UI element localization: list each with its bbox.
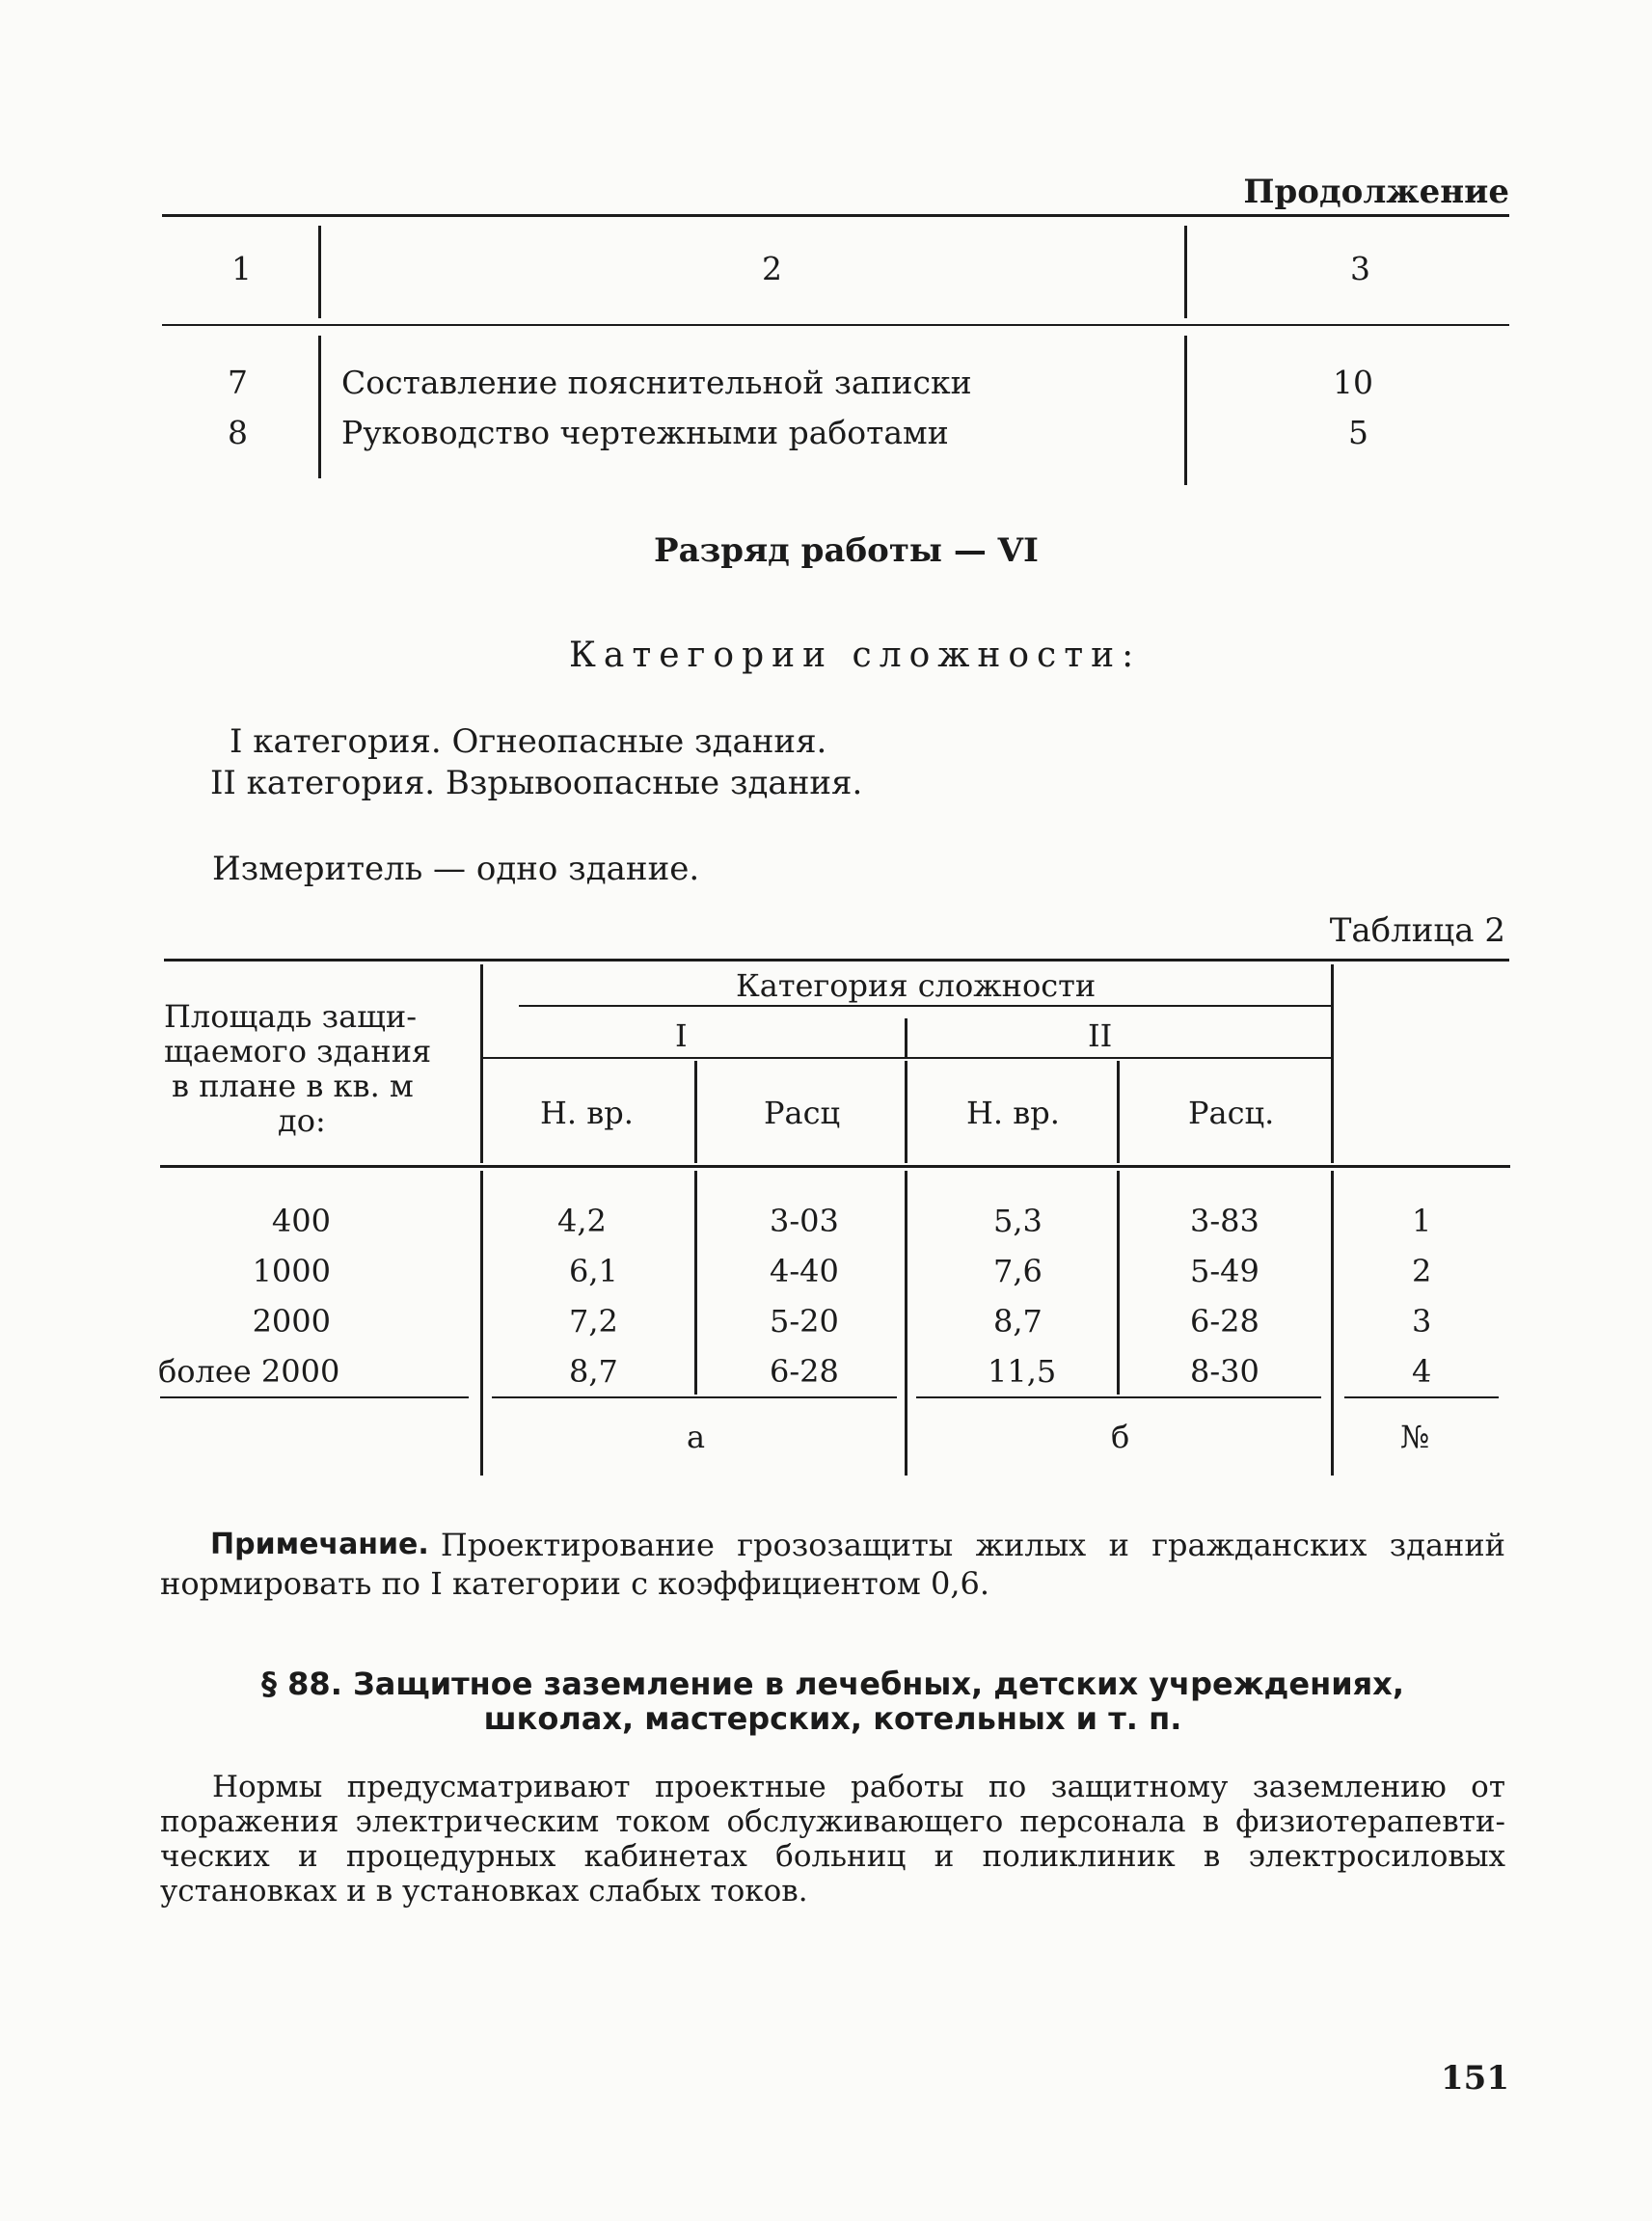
table2-rule-top (164, 959, 1509, 962)
paragraph-line: поражения электрическим током обслуживающего персонала в физиотерапевти- (160, 1804, 1505, 1839)
category-header: Категория сложности (736, 967, 1097, 1004)
table2-rowhead-line: в плане в кв. м (172, 1068, 414, 1104)
table2-rule-bottom-left (160, 1396, 469, 1398)
footer-a: а (687, 1419, 706, 1455)
note-label: Примечание. (210, 1528, 429, 1561)
table2-rowhead (154, 999, 473, 1138)
body-divider-2 (905, 1171, 907, 1476)
note-line: Проектирование грозозащиты жилых и гражданских зданий (440, 1527, 1505, 1563)
top-table-row-num: 7 (228, 364, 248, 401)
i-rasc-cell: 6-28 (770, 1353, 839, 1390)
paragraph-line: Нормы предусматривают проектные работы по защитному заземлению от (212, 1770, 1505, 1804)
area-cell: более 2000 (158, 1353, 340, 1390)
top-table-header-1: 1 (231, 250, 252, 287)
table2-rule-bottom-no (1344, 1396, 1499, 1398)
footer-no: № (1400, 1419, 1430, 1455)
top-table-header-3: 3 (1350, 250, 1370, 287)
table2-label: Таблица 2 (1329, 911, 1505, 950)
sub-divider-2 (905, 1061, 907, 1163)
top-table-divider-1b (318, 336, 321, 478)
table2-rule-bottom-a (492, 1396, 897, 1398)
body-divider-1 (694, 1171, 697, 1395)
subhead-rasc-II: Расц. (1188, 1095, 1275, 1131)
ii-nvr-cell: 5,3 (993, 1203, 1043, 1239)
categories-heading: Категории сложности: (569, 636, 1142, 675)
footer-b: б (1111, 1419, 1130, 1455)
i-rasc-cell: 3-03 (770, 1203, 839, 1239)
top-table-row-value: 10 (1333, 364, 1373, 401)
section-heading (160, 1666, 1505, 1736)
table2-rowhead-line: щаемого здания (164, 1033, 432, 1070)
table2-rowhead-line: Площадь защи- (164, 998, 418, 1035)
body-divider-4 (1331, 1171, 1334, 1476)
category-item: I категория. Огнеопасные здания. (230, 722, 827, 761)
row-number-cell: 1 (1412, 1203, 1432, 1239)
category-II: II (1088, 1017, 1113, 1054)
row-number-cell: 4 (1412, 1353, 1432, 1390)
section-heading-line: § 88. Защитное заземление в лечебных, детских учреждениях, (261, 1666, 1404, 1702)
paragraph-line: ческих и процедурных кабинетах больниц и поликлиник в электросиловых (160, 1839, 1505, 1874)
sub-divider-3 (1117, 1061, 1120, 1163)
page-number: 151 (1441, 2059, 1509, 2098)
category-item: II категория. Взрывоопасные здания. (210, 764, 863, 802)
i-nvr-cell: 6,1 (569, 1253, 618, 1289)
ii-rasc-cell: 8-30 (1190, 1353, 1259, 1390)
top-table-divider-1 (318, 226, 321, 318)
area-cell: 400 (271, 1203, 331, 1239)
top-table-divider-2 (1184, 226, 1187, 318)
top-table-rule-mid (162, 324, 1509, 326)
i-rasc-cell: 4-40 (770, 1253, 839, 1289)
paragraph-line: установках и в установках слабых токов. (160, 1874, 808, 1909)
ii-rasc-cell: 6-28 (1190, 1303, 1259, 1340)
i-nvr-cell: 4,2 (557, 1203, 607, 1239)
paragraph (160, 1770, 1505, 1909)
row-number-cell: 2 (1412, 1253, 1432, 1289)
category-sub-rule (482, 1057, 1331, 1059)
ii-nvr-cell: 8,7 (993, 1303, 1043, 1340)
top-table-row-num: 8 (228, 414, 248, 451)
note (160, 1526, 1505, 1603)
subhead-nvr-II: Н. вр. (966, 1095, 1060, 1131)
cat-divider (905, 1018, 907, 1057)
i-nvr-cell: 7,2 (569, 1303, 618, 1340)
body-divider-0 (480, 1171, 483, 1476)
ii-rasc-cell: 3-83 (1190, 1203, 1259, 1239)
ii-nvr-cell: 7,6 (993, 1253, 1043, 1289)
measure-text: Измеритель — одно здание. (212, 850, 700, 888)
continuation-label: Продолжение (1243, 173, 1509, 211)
top-table-row-value: 5 (1348, 414, 1368, 451)
table2-divider-main (480, 964, 483, 1163)
grade-heading: Разряд работы — VI (654, 531, 1039, 570)
ii-rasc-cell: 5-49 (1190, 1253, 1259, 1289)
table2-divider-right (1331, 964, 1334, 1163)
ii-nvr-cell: 11,5 (988, 1353, 1057, 1390)
area-cell: 2000 (252, 1303, 331, 1340)
subhead-rasc-I: Расц (764, 1095, 841, 1131)
table2-rule-bottom-b (916, 1396, 1321, 1398)
table2-rule-header (160, 1165, 1510, 1168)
category-I: I (675, 1017, 688, 1054)
sub-divider-1 (694, 1061, 697, 1163)
category-header-rule (519, 1005, 1331, 1007)
section-heading-line: школах, мастерских, котельных и т. п. (483, 1700, 1182, 1737)
subhead-nvr-I: Н. вр. (540, 1095, 634, 1131)
table2-rowhead-line: до: (278, 1102, 326, 1139)
top-table-divider-2b (1184, 336, 1187, 485)
top-table-row-text: Руководство чертежными работами (341, 414, 949, 451)
i-nvr-cell: 8,7 (569, 1353, 618, 1390)
i-rasc-cell: 5-20 (770, 1303, 839, 1340)
top-table-rule-top (162, 214, 1509, 217)
row-number-cell: 3 (1412, 1303, 1432, 1340)
top-table-header-2: 2 (762, 250, 782, 287)
area-cell: 1000 (252, 1253, 331, 1289)
body-divider-3 (1117, 1171, 1120, 1395)
note-line: нормировать по I категории с коэффициентом 0,6. (160, 1565, 990, 1602)
top-table-row-text: Составление пояснительной записки (341, 364, 972, 401)
